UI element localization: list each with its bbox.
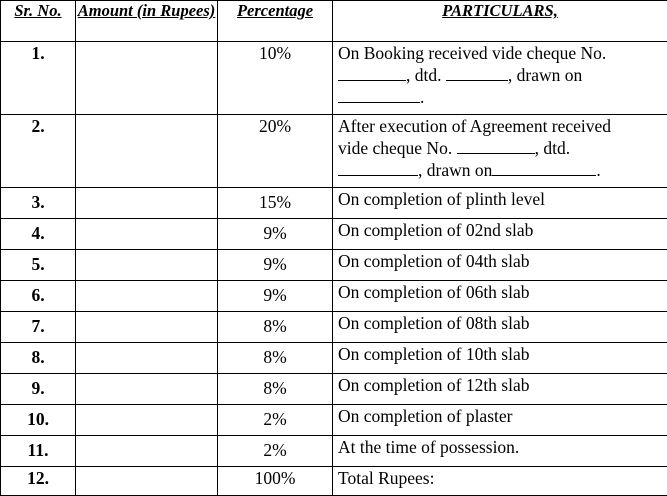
particulars-cell: On completion of 08th slab bbox=[333, 312, 667, 343]
percentage-cell: 8% bbox=[218, 374, 333, 405]
blank-date bbox=[338, 161, 418, 176]
percentage-cell: 8% bbox=[218, 343, 333, 374]
amount-cell bbox=[76, 343, 218, 374]
particulars-cell: On completion of plinth level bbox=[333, 188, 667, 219]
amount-cell bbox=[76, 281, 218, 312]
sr-no-cell: 7. bbox=[1, 312, 76, 343]
header-percentage: Percentage bbox=[218, 1, 333, 42]
table-row bbox=[1, 405, 667, 436]
amount-cell bbox=[76, 42, 218, 115]
table-row bbox=[1, 281, 667, 312]
table-row bbox=[1, 250, 667, 281]
table-row bbox=[1, 374, 667, 405]
blank-bank bbox=[338, 88, 420, 103]
sr-no-cell: 9. bbox=[1, 374, 76, 405]
table-row bbox=[1, 312, 667, 343]
sr-no-cell: 6. bbox=[1, 281, 76, 312]
table-row bbox=[1, 42, 667, 115]
particulars-line: On Booking received vide cheque No. bbox=[338, 42, 667, 64]
percentage-cell: 2% bbox=[218, 405, 333, 436]
blank-cheque-no bbox=[457, 139, 535, 154]
particulars-line: , drawn on . bbox=[338, 159, 667, 181]
amount-cell bbox=[76, 250, 218, 281]
percentage-cell: 9% bbox=[218, 250, 333, 281]
amount-cell bbox=[76, 436, 218, 467]
percentage-cell: 15% bbox=[218, 188, 333, 219]
header-particulars: PARTICULARS, bbox=[333, 1, 667, 42]
table-row bbox=[1, 436, 667, 467]
table-row bbox=[1, 188, 667, 219]
sr-no-cell: 2. bbox=[1, 115, 76, 188]
particulars-cell: On completion of plaster bbox=[333, 405, 667, 436]
table-row bbox=[1, 115, 667, 188]
particulars-line: vide cheque No. , dtd. bbox=[338, 137, 667, 159]
percentage-cell: 10% bbox=[218, 42, 333, 115]
particulars-cell bbox=[333, 42, 667, 115]
particulars-line: . bbox=[338, 86, 667, 108]
percentage-cell: 100% bbox=[218, 467, 333, 496]
sr-no-cell: 11. bbox=[1, 436, 76, 467]
percentage-cell: 9% bbox=[218, 219, 333, 250]
particulars-cell bbox=[333, 115, 667, 188]
table-row bbox=[1, 343, 667, 374]
particulars-cell: On completion of 06th slab bbox=[333, 281, 667, 312]
blank-cheque-no bbox=[338, 66, 406, 81]
percentage-cell: 20% bbox=[218, 115, 333, 188]
blank-bank bbox=[492, 161, 596, 176]
sr-no-cell: 4. bbox=[1, 219, 76, 250]
particulars-cell: On completion of 10th slab bbox=[333, 343, 667, 374]
sr-no-cell: 3. bbox=[1, 188, 76, 219]
particulars-cell: On completion of 04th slab bbox=[333, 250, 667, 281]
sr-no-cell: 12. bbox=[1, 467, 76, 496]
particulars-cell: Total Rupees: bbox=[333, 467, 667, 496]
particulars-line: After execution of Agreement received bbox=[338, 115, 667, 137]
amount-cell bbox=[76, 467, 218, 496]
amount-cell bbox=[76, 405, 218, 436]
amount-cell bbox=[76, 115, 218, 188]
particulars-cell: On completion of 12th slab bbox=[333, 374, 667, 405]
header-amount: Amount (in Rupees) bbox=[76, 1, 218, 42]
blank-date bbox=[446, 66, 508, 81]
particulars-cell: On completion of 02nd slab bbox=[333, 219, 667, 250]
header-row bbox=[1, 1, 667, 42]
table-row bbox=[1, 219, 667, 250]
amount-cell bbox=[76, 374, 218, 405]
sr-no-cell: 5. bbox=[1, 250, 76, 281]
table-row bbox=[1, 467, 667, 496]
percentage-cell: 9% bbox=[218, 281, 333, 312]
particulars-cell: At the time of possession. bbox=[333, 436, 667, 467]
sr-no-cell: 10. bbox=[1, 405, 76, 436]
percentage-cell: 8% bbox=[218, 312, 333, 343]
amount-cell bbox=[76, 188, 218, 219]
percentage-cell: 2% bbox=[218, 436, 333, 467]
particulars-line: , dtd. , drawn on bbox=[338, 64, 667, 86]
sr-no-cell: 8. bbox=[1, 343, 76, 374]
amount-cell bbox=[76, 219, 218, 250]
sr-no-cell: 1. bbox=[1, 42, 76, 115]
amount-cell bbox=[76, 312, 218, 343]
header-sr-no: Sr. No. bbox=[1, 1, 76, 42]
